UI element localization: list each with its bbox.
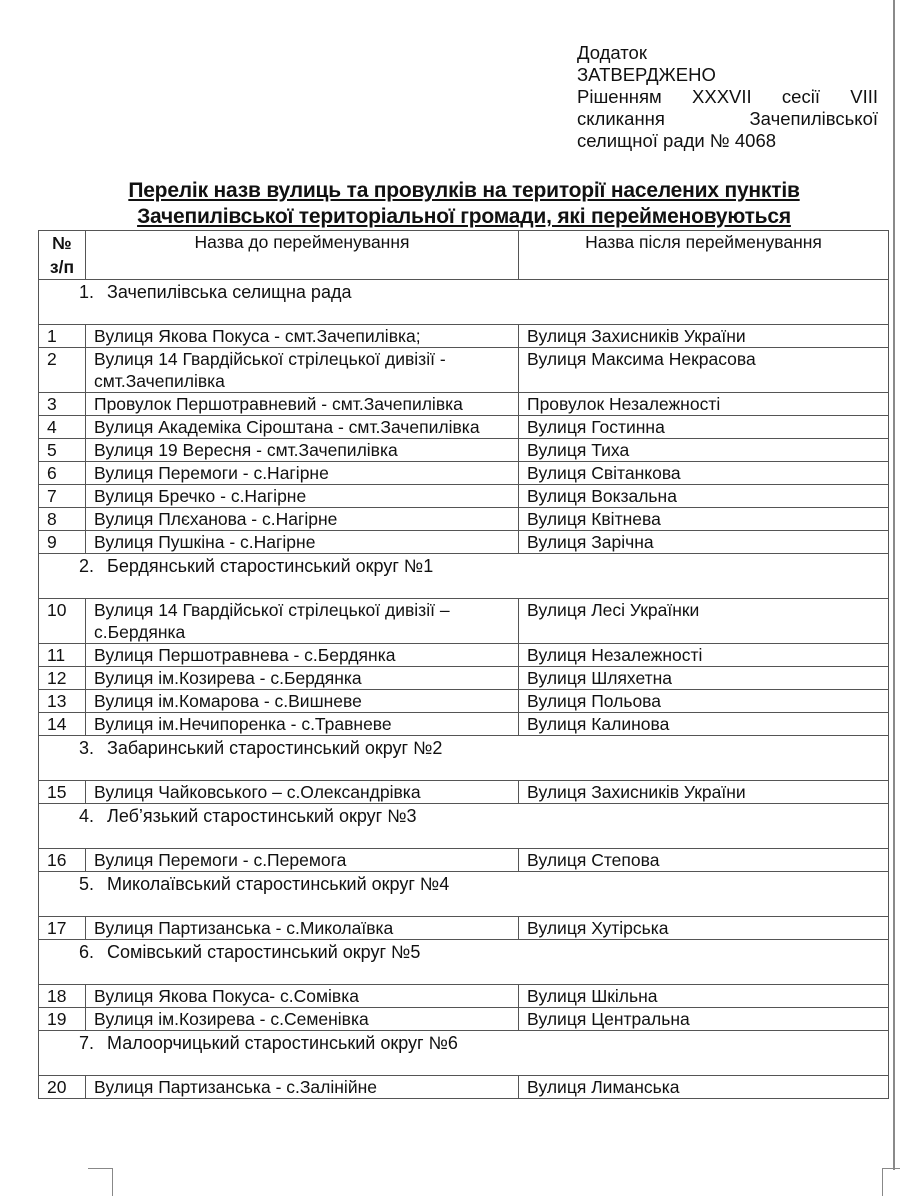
new-street-name: Провулок Незалежності [519, 393, 889, 416]
table-row [39, 599, 889, 644]
section-title [39, 280, 889, 325]
header-number [39, 231, 86, 280]
new-street-name: Вулиця Квітнева [519, 508, 889, 531]
old-street-name: Вулиця ім.Козирева - с.Бердянка [86, 667, 519, 690]
rename-table [38, 230, 889, 1099]
old-street-name: Вулиця Перемоги - с.Перемога [86, 849, 519, 872]
section-title [39, 1031, 889, 1076]
new-street-name: Вулиця Максима Некрасова [519, 348, 889, 393]
new-street-name: Вулиця Степова [519, 849, 889, 872]
row-number: 11 [39, 644, 86, 667]
section-header-row [39, 280, 889, 325]
old-street-name: Вулиця Перемоги - с.Нагірне [86, 462, 519, 485]
page-corner-mark-left [88, 1168, 113, 1196]
row-number: 1 [39, 325, 86, 348]
new-street-name: Вулиця Гостинна [519, 416, 889, 439]
new-street-name: Вулиця Захисників України [519, 781, 889, 804]
old-street-name: Вулиця Чайковського – с.Олександрівка [86, 781, 519, 804]
page-corner-mark-right [882, 1168, 900, 1196]
section-name: Зачепилівська селищна рада [107, 282, 352, 302]
section-number: 4. [79, 806, 95, 826]
row-number: 20 [39, 1076, 86, 1099]
old-street-name: Вулиця 14 Гвардійської стрілецької дивізії – с.Бердянка [86, 599, 519, 644]
header-old-name: Назва до перейменування [86, 231, 519, 280]
new-street-name: Вулиця Шляхетна [519, 667, 889, 690]
old-street-name: Вулиця Академіка Сіроштана - смт.Зачепилівка [86, 416, 519, 439]
table-row [39, 781, 889, 804]
table-row [39, 531, 889, 554]
table-row [39, 690, 889, 713]
old-street-name: Вулиця 14 Гвардійської стрілецької дивізії - смт.Зачепилівка [86, 348, 519, 393]
old-street-name: Вулиця 19 Вересня - смт.Зачепилівка [86, 439, 519, 462]
section-name: Бердянський старостинський округ №1 [107, 556, 434, 576]
new-street-name: Вулиця Хутірська [519, 917, 889, 940]
section-number: 1. [79, 282, 95, 302]
table-row [39, 439, 889, 462]
row-number: 19 [39, 1008, 86, 1031]
section-number: 5. [79, 874, 95, 894]
section-title [39, 872, 889, 917]
old-street-name: Вулиця Якова Покуса - смт.Зачепилівка; [86, 325, 519, 348]
section-name: Сомівський старостинський округ №5 [107, 942, 421, 962]
section-number: 3. [79, 738, 95, 758]
old-street-name: Вулиця Якова Покуса- с.Сомівка [86, 985, 519, 1008]
table-row [39, 348, 889, 393]
new-street-name: Вулиця Захисників України [519, 325, 889, 348]
approval-line-appendix: Додаток [577, 42, 647, 63]
table-row [39, 644, 889, 667]
table-row [39, 667, 889, 690]
table-row [39, 416, 889, 439]
new-street-name: Вулиця Центральна [519, 1008, 889, 1031]
section-header-row [39, 872, 889, 917]
new-street-name: Вулиця Світанкова [519, 462, 889, 485]
table-row [39, 849, 889, 872]
row-number: 18 [39, 985, 86, 1008]
row-number: 16 [39, 849, 86, 872]
section-header-row [39, 940, 889, 985]
header-number-abbr: з/п [49, 257, 75, 277]
section-number: 6. [79, 942, 95, 962]
section-name: Забаринський старостинський округ №2 [107, 738, 443, 758]
table-row [39, 508, 889, 531]
table-row [39, 1008, 889, 1031]
old-street-name: Вулиця Пушкіна - с.Нагірне [86, 531, 519, 554]
section-name: Миколаївський старостинський округ №4 [107, 874, 450, 894]
new-street-name: Вулиця Калинова [519, 713, 889, 736]
section-name: Малоорчицький старостинський округ №6 [107, 1033, 458, 1053]
section-number: 7. [79, 1033, 95, 1053]
table-header-row [39, 231, 889, 280]
section-name: Леб’язький старостинський округ №3 [107, 806, 417, 826]
row-number: 10 [39, 599, 86, 644]
new-street-name: Вулиця Вокзальна [519, 485, 889, 508]
old-street-name: Вулиця ім.Нечипоренка - с.Травневе [86, 713, 519, 736]
row-number: 5 [39, 439, 86, 462]
new-street-name: Вулиця Лесі Українки [519, 599, 889, 644]
new-street-name: Вулиця Незалежності [519, 644, 889, 667]
section-title [39, 804, 889, 849]
table-row [39, 985, 889, 1008]
table-row [39, 713, 889, 736]
row-number: 2 [39, 348, 86, 393]
table-row [39, 917, 889, 940]
document-title-line-2: Зачепилівської територіальної громади, які перейменовуються [137, 205, 791, 228]
approval-line-decision: Рішенням XXXVII сесії VIII [577, 86, 878, 107]
old-street-name: Вулиця Партизанська - с.Залінійне [86, 1076, 519, 1099]
header-number-symbol: № [52, 233, 72, 253]
new-street-name: Вулиця Тиха [519, 439, 889, 462]
document-title [40, 178, 888, 230]
old-street-name: Вулиця ім.Козирева - с.Семенівка [86, 1008, 519, 1031]
section-title [39, 940, 889, 985]
row-number: 15 [39, 781, 86, 804]
section-title [39, 554, 889, 599]
new-street-name: Вулиця Польова [519, 690, 889, 713]
document-title-line-1: Перелік назв вулиць та провулків на території населених пунктів [128, 179, 800, 202]
old-street-name: Провулок Першотравневий - смт.Зачепилівка [86, 393, 519, 416]
old-street-name: Вулиця Першотравнева - с.Бердянка [86, 644, 519, 667]
row-number: 4 [39, 416, 86, 439]
row-number: 6 [39, 462, 86, 485]
section-header-row [39, 804, 889, 849]
row-number: 7 [39, 485, 86, 508]
approval-line-approved: ЗАТВЕРДЖЕНО [577, 64, 716, 85]
old-street-name: Вулиця Бречко - с.Нагірне [86, 485, 519, 508]
row-number: 8 [39, 508, 86, 531]
row-number: 14 [39, 713, 86, 736]
new-street-name: Вулиця Лиманська [519, 1076, 889, 1099]
page-edge-line [893, 0, 895, 1170]
table-row [39, 1076, 889, 1099]
table-row [39, 325, 889, 348]
new-street-name: Вулиця Зарічна [519, 531, 889, 554]
new-street-name: Вулиця Шкільна [519, 985, 889, 1008]
row-number: 12 [39, 667, 86, 690]
row-number: 17 [39, 917, 86, 940]
table-row [39, 462, 889, 485]
section-header-row [39, 1031, 889, 1076]
old-street-name: Вулиця Плєханова - с.Нагірне [86, 508, 519, 531]
approval-line-council-number: селищної ради № 4068 [577, 130, 777, 151]
section-header-row [39, 736, 889, 781]
old-street-name: Вулиця ім.Комарова - с.Вишневе [86, 690, 519, 713]
old-street-name: Вулиця Партизанська - с.Миколаївка [86, 917, 519, 940]
approval-line-convocation: скликання Зачепилівської [577, 108, 878, 129]
row-number: 13 [39, 690, 86, 713]
table-row [39, 485, 889, 508]
section-number: 2. [79, 556, 95, 576]
approval-block [577, 42, 878, 152]
row-number: 9 [39, 531, 86, 554]
row-number: 3 [39, 393, 86, 416]
section-title [39, 736, 889, 781]
header-new-name: Назва після перейменування [519, 231, 889, 280]
section-header-row [39, 554, 889, 599]
table-row [39, 393, 889, 416]
